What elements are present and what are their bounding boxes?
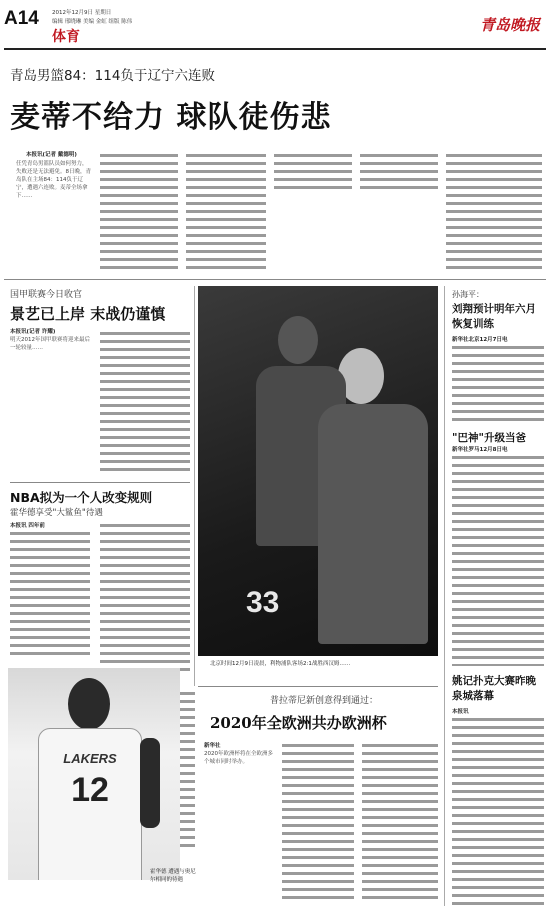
lead-byline: 本报讯(记者 戴德明) — [26, 152, 77, 158]
euro-byline: 新华社 — [204, 743, 221, 749]
lead-bottom-rule — [4, 279, 546, 280]
nba-body-col2 — [100, 522, 190, 672]
yao-headline: 姚记扑克大赛昨晚泉城落幕 — [452, 675, 536, 702]
player-arm — [140, 738, 160, 828]
left-story-rule — [10, 482, 190, 483]
badge-body — [452, 454, 544, 666]
player-jersey — [38, 728, 142, 880]
center-photo-caption: 北京时间12月9日凌晨，利物浦队客场2:1战胜西汉姆…… — [210, 661, 351, 667]
player-right-shirt — [318, 404, 428, 644]
lead-body-col5 — [360, 152, 438, 192]
nba-photo-caption: 霍华德 遭遇与奥尼尔相同的待遇 — [150, 869, 196, 883]
left-byline: 本报讯(记者 许耀) — [10, 329, 56, 335]
left-body-col2 — [100, 330, 190, 476]
liu-xiang-headline: 刘翔预计明年六月恢复训练 — [452, 303, 536, 330]
euro-body-intro: 2020年欧洲杯将在全欧洲多个城市同时举办。 — [204, 751, 273, 765]
lead-body-intro: 任凭青岛男篮队员如何努力，失败还是无法避免。8日晚，青岛队在主场84：114负于辽宁，遭遇六连败。麦蒂全场拿下…… — [16, 161, 92, 199]
nba-player-photo — [8, 668, 180, 880]
shirt-number: 33 — [246, 586, 280, 619]
editor-credits: 编辑 邢晓琳 美编 金虹 组版 陈伟 — [52, 19, 133, 25]
euro-body-col2 — [282, 742, 354, 902]
euro-headline: 2020年全欧洲共办欧洲杯 — [210, 714, 387, 732]
liu-xiang-byline: 新华社北京12月7日电 — [452, 337, 508, 343]
euro-body-col3 — [362, 742, 438, 902]
left-body-intro: 明天2012年国甲联赛将迎来最后一轮较量…… — [10, 337, 90, 351]
left-col-divider — [194, 286, 195, 686]
jersey-team-text: LAKERS — [63, 751, 117, 766]
nba-headline: NBA拟为一个人改变规则 — [10, 490, 153, 505]
player-head — [68, 678, 110, 730]
badge-headline: "巴神"升级当爸 — [452, 432, 526, 444]
left-kicker: 国甲联赛今日收官 — [10, 290, 83, 300]
nba-byline: 本报讯 四年前 — [10, 523, 45, 529]
liu-xiang-body — [452, 344, 544, 424]
brand-logo: 青岛晚报 — [479, 16, 540, 34]
lead-headline: 麦蒂不给力 球队徒伤悲 — [10, 100, 332, 135]
yao-body — [452, 716, 544, 906]
nba-subhead: 霍华德享受"大鲨鱼"待遇 — [10, 508, 103, 518]
lead-body-col3 — [186, 152, 266, 272]
page-code: A14 — [4, 8, 39, 29]
liu-xiang-author: 孙海平： — [452, 290, 484, 299]
section-label: 体育 — [52, 29, 80, 45]
issue-date: 2012年12月9日 星期日 — [52, 10, 112, 16]
masthead-rule — [4, 48, 546, 50]
lead-body-col6 — [446, 152, 542, 272]
euro-kicker: 普拉蒂尼新创意得到通过： — [270, 696, 379, 706]
lead-body-col2 — [100, 152, 178, 272]
lead-body-col4 — [274, 152, 352, 192]
player-left-head — [278, 316, 318, 364]
jersey-number: 12 — [71, 771, 109, 809]
nba-body-col1 — [10, 530, 90, 660]
euro-top-rule — [198, 686, 438, 687]
left-headline: 景艺已上岸 末战仍谨慎 — [10, 305, 166, 323]
center-football-photo — [198, 286, 438, 656]
badge-byline: 新华社罗马12月8日电 — [452, 447, 508, 453]
yao-byline: 本报讯 — [452, 709, 469, 715]
lead-kicker: 青岛男篮84：114负于辽宁六连败 — [10, 68, 215, 84]
right-col-divider — [444, 286, 445, 906]
